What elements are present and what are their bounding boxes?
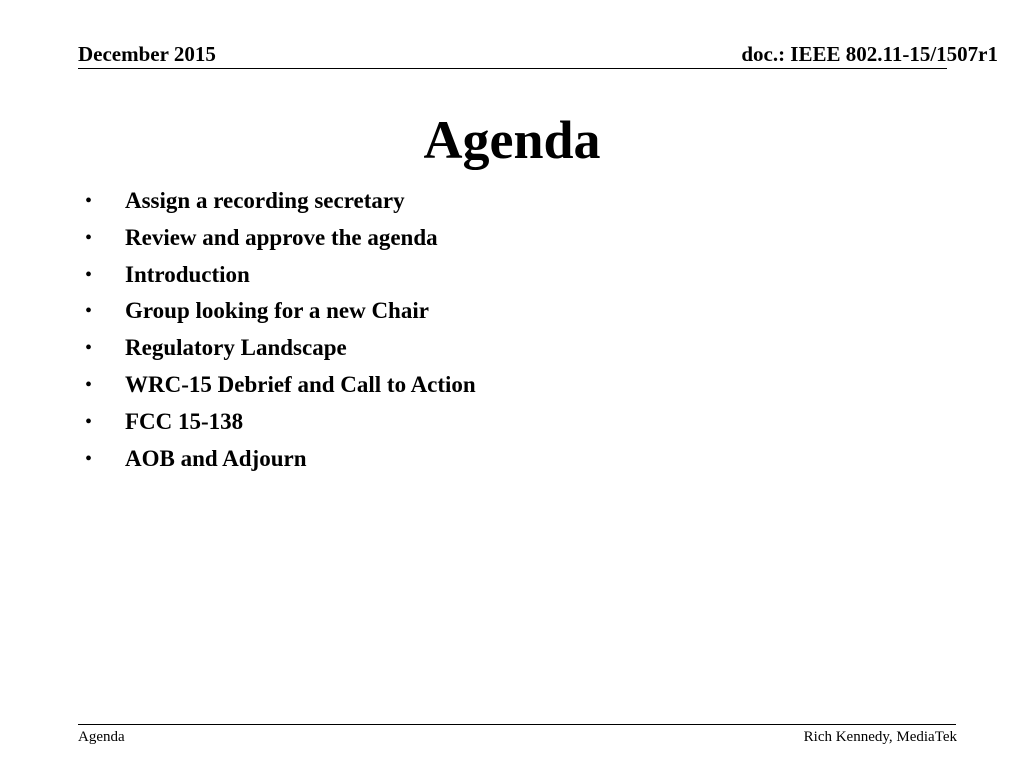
agenda-item-text: WRC-15 Debrief and Call to Action (125, 371, 476, 397)
agenda-item-text: Regulatory Landscape (125, 335, 347, 361)
bullet-icon: • (85, 337, 93, 360)
agenda-item-text: Review and approve the agenda (125, 224, 438, 250)
bullet-icon: • (85, 410, 93, 433)
footer-divider (78, 724, 956, 725)
agenda-item-text: FCC 15-138 (125, 408, 244, 434)
bullet-icon: • (85, 226, 93, 249)
bullet-icon: • (85, 373, 93, 396)
bullet-icon: • (85, 190, 93, 212)
agenda-item-text: Group looking for a new Chair (125, 298, 429, 324)
bullet-icon: • (85, 447, 93, 470)
bullet-icon: • (85, 300, 93, 323)
header-doc-id: doc.: IEEE 802.11-15/1507r1 (741, 42, 998, 66)
agenda-item-text: Introduction (125, 261, 250, 287)
footer-author: Rich Kennedy, MediaTek (803, 729, 957, 745)
agenda-item-text: AOB and Adjourn (125, 445, 307, 471)
footer-left-label: Agenda (78, 729, 125, 745)
header-date: December 2015 (78, 42, 216, 66)
agenda-item-text: Assign a recording secretary (125, 188, 405, 213)
header-divider (78, 68, 947, 69)
bullet-icon: • (85, 263, 93, 286)
slide-title: Agenda (423, 110, 601, 170)
